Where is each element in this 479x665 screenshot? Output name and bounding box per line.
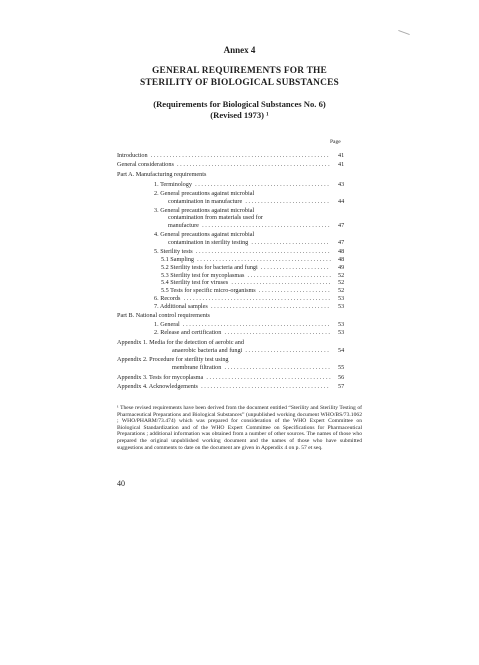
toc-page-number: 41 bbox=[338, 152, 345, 159]
toc-page-number: 43 bbox=[338, 181, 345, 188]
subtitle-line-1: (Requirements for Biological Substances No. 6) bbox=[153, 99, 326, 109]
toc-entry bbox=[172, 347, 330, 354]
subtitle-line-2: (Revised 1973) ¹ bbox=[210, 110, 269, 120]
toc-page-number: 48 bbox=[338, 256, 345, 263]
title-line-2: STERILITY OF BIOLOGICAL SUBSTANCES bbox=[140, 78, 339, 88]
toc-page-number: 55 bbox=[338, 364, 345, 371]
toc-entry bbox=[154, 303, 331, 310]
toc-entry-text: Appendix 4. Acknowledgements bbox=[117, 383, 198, 390]
toc-page-number: 44 bbox=[338, 198, 345, 205]
leader-dots: .................................. bbox=[221, 364, 332, 371]
leader-dots: ....................... bbox=[255, 287, 332, 294]
toc-entry bbox=[117, 339, 244, 346]
toc-entry bbox=[161, 256, 332, 263]
toc-entry bbox=[168, 214, 263, 221]
toc-page-number: 52 bbox=[338, 272, 345, 279]
toc-entry bbox=[161, 272, 332, 279]
toc-page-number: 47 bbox=[338, 222, 345, 229]
title-line-1: GENERAL REQUIREMENTS FOR THE bbox=[152, 66, 327, 76]
toc-entry-text: Introduction bbox=[117, 152, 148, 159]
toc-page-number: 48 bbox=[338, 248, 345, 255]
leader-dots: ........................... bbox=[244, 272, 333, 279]
leader-dots: ......................................................... bbox=[147, 152, 331, 159]
toc-entry bbox=[154, 321, 331, 328]
leader-dots: ........................................... bbox=[192, 248, 332, 255]
leader-dots: ........................................ bbox=[203, 374, 333, 381]
toc-entry bbox=[161, 279, 332, 286]
toc-entry-text: Appendix 2. Procedure for sterility test using bbox=[117, 356, 229, 363]
toc-page-number: 54 bbox=[338, 347, 345, 354]
leader-dots: ................................ bbox=[228, 279, 333, 286]
toc-entry-text: 5. Sterility tests bbox=[154, 248, 193, 255]
leader-dots: ...................... bbox=[257, 264, 331, 271]
toc-entry-text: contamination from materials used for bbox=[168, 214, 263, 221]
toc-entry bbox=[117, 374, 332, 381]
leader-dots: ............................................... bbox=[180, 295, 332, 302]
toc-entry-text: 6. Records bbox=[154, 295, 181, 302]
toc-entry-text: 3. General precautions against microbial bbox=[154, 207, 255, 214]
toc-entry bbox=[154, 295, 332, 302]
leader-dots: ........................... bbox=[242, 347, 331, 354]
leader-dots: ................................................. bbox=[173, 161, 332, 168]
page-number: 40 bbox=[117, 479, 125, 488]
toc-page-number: 41 bbox=[338, 161, 345, 168]
toc-entry bbox=[168, 198, 330, 205]
toc-entry-text: 5.5 Tests for specific micro-organisms bbox=[161, 287, 256, 294]
toc-entry bbox=[172, 364, 331, 371]
toc-entry bbox=[161, 264, 330, 271]
leader-dots: ......................................... bbox=[197, 383, 331, 390]
toc-entry-text: 5.4 Sterility test for viruses bbox=[161, 279, 229, 286]
toc-entry bbox=[117, 383, 330, 390]
leader-dots: ...................................... bbox=[207, 303, 331, 310]
toc-entry bbox=[168, 239, 330, 246]
toc-entry-text: Appendix 3. Tests for mycoplasma bbox=[117, 374, 204, 381]
toc-page-number: 53 bbox=[338, 295, 345, 302]
leader-dots: ........................................... bbox=[194, 256, 333, 263]
toc-entry bbox=[154, 248, 331, 255]
toc-entry bbox=[161, 287, 331, 294]
toc-entry-text: contamination in sterility testing bbox=[168, 239, 249, 246]
toc-entry-text: 5.3 Sterility test for mycoplasmas bbox=[161, 272, 245, 279]
footnote: ¹ These revised requirements have been derived from the document entitled “Sterility and Sterility Testing of Pharmaceutical Preparations and Biological Substances” (unpublished working document WHO/BS/73.1062 ; WHO/PHARM/73.474) which was prepared for consideration of the WHO Expert Committee on Biological Standardization and of the WHO Expert Committee on Specifications for Pharmaceutical Preparations ; additional information was obtained from a number of other sources. The names of those who prepared the original unpublished working document and the names of those who have submitted suggestions and comments to date on the document are given in Appendix 4 on p. 57 et seq. bbox=[117, 405, 362, 451]
toc-page-number: 57 bbox=[338, 383, 345, 390]
toc-entry-text: contamination in manufacture bbox=[168, 198, 243, 205]
toc-entry bbox=[154, 329, 331, 336]
leader-dots: ........................................... bbox=[191, 181, 331, 188]
toc-entry bbox=[154, 231, 254, 238]
toc-page-number: 52 bbox=[338, 279, 345, 286]
toc-entry bbox=[117, 152, 330, 159]
toc-entry bbox=[154, 207, 254, 214]
toc-page-number: 53 bbox=[338, 303, 345, 310]
toc-page-number: 53 bbox=[338, 329, 345, 336]
toc-entry-text: General considerations bbox=[117, 161, 174, 168]
toc-entry-text: 1. Terminology bbox=[154, 181, 192, 188]
toc-entry-text: Part B. National control requirements bbox=[117, 312, 210, 319]
toc-entry-text: 7. Additional samples bbox=[154, 303, 208, 310]
toc-entry bbox=[154, 190, 254, 197]
toc-page-number: 53 bbox=[338, 321, 345, 328]
toc-page-number: 52 bbox=[338, 287, 345, 294]
leader-dots: ........................... bbox=[242, 198, 331, 205]
toc-entry-text: 2. Release and certification bbox=[154, 329, 222, 336]
toc-entry bbox=[117, 312, 210, 319]
leader-dots: .................................. bbox=[221, 329, 332, 336]
toc-entry-text: anaerobic bacteria and fungi bbox=[172, 347, 243, 354]
annex-label: Annex 4 bbox=[223, 45, 256, 55]
toc-entry-text: 2. General precautions against microbial bbox=[154, 190, 255, 197]
toc-entry-text: 5.2 Sterility tests for bacteria and fungi bbox=[161, 264, 258, 271]
toc-entry-text: Appendix 1. Media for the detection of aerobic and bbox=[117, 339, 244, 346]
leader-dots: ......................................... bbox=[198, 222, 332, 229]
toc-page-number: 56 bbox=[338, 374, 345, 381]
toc-page-number: 47 bbox=[338, 239, 345, 246]
toc-page-number: 49 bbox=[338, 264, 345, 271]
toc-entry-text: 1. General bbox=[154, 321, 180, 328]
page-column-header: Page bbox=[330, 139, 341, 145]
toc-entry bbox=[117, 161, 331, 168]
toc-entry-text: Part A. Manufacturing requirements bbox=[117, 171, 207, 178]
leader-dots: ......................... bbox=[248, 239, 331, 246]
toc-entry bbox=[168, 222, 331, 229]
scan-mark bbox=[398, 30, 410, 35]
toc-entry-text: 5.1 Sampling bbox=[161, 256, 195, 263]
toc-entry bbox=[117, 356, 229, 363]
toc-entry bbox=[117, 171, 206, 178]
toc-entry-text: manufacture bbox=[168, 222, 199, 229]
leader-dots: ............................................... bbox=[179, 321, 331, 328]
toc-entry-text: membrane filtration bbox=[172, 364, 222, 371]
toc-entry bbox=[154, 181, 330, 188]
toc-entry-text: 4. General precautions against microbial bbox=[154, 231, 255, 238]
